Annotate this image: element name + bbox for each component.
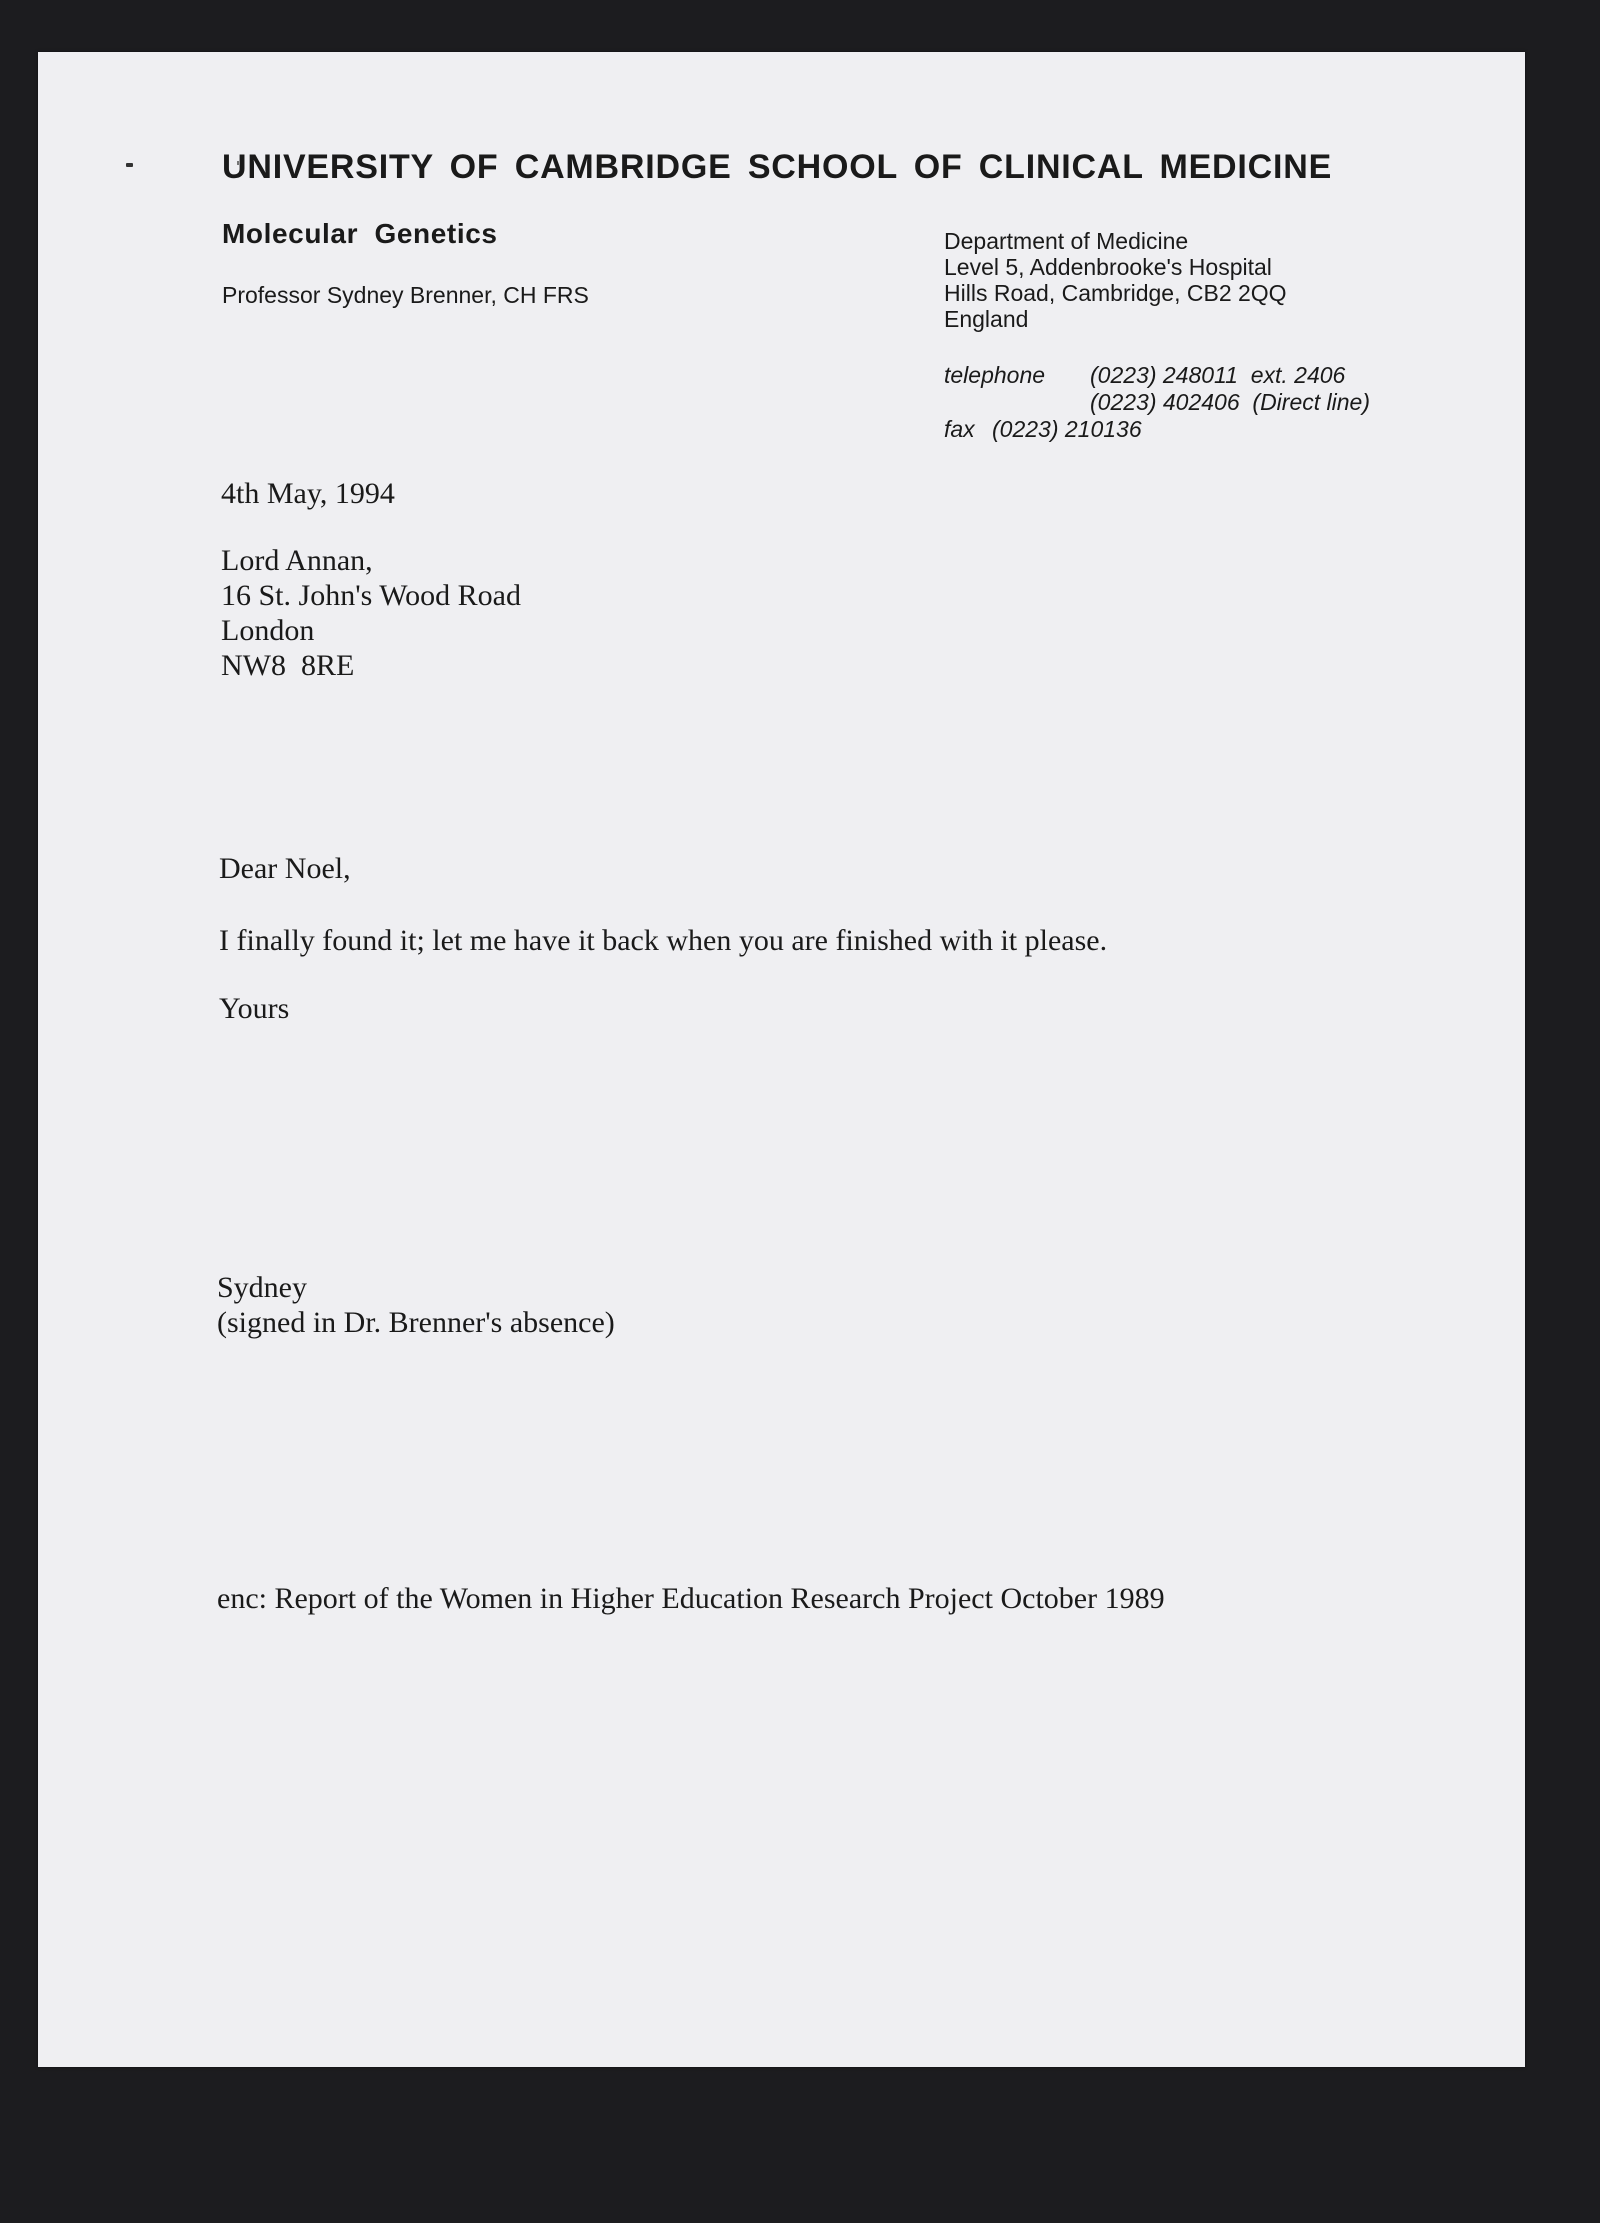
closing: Yours xyxy=(219,992,290,1025)
fax-number: (0223) 210136 xyxy=(992,416,1142,442)
letter-body: I finally found it; let me have it back when you are finished with it please. xyxy=(219,924,1108,957)
recipient-line: 16 St. John's Wood Road xyxy=(221,579,521,612)
enclosure-note: enc: Report of the Women in Higher Education Research Project October 1989 xyxy=(217,1582,1165,1615)
institution-title: UNIVERSITY OF CAMBRIDGE SCHOOL OF CLINICAL MEDICINE xyxy=(222,148,1333,186)
professor-name: Professor Sydney Brenner, CH FRS xyxy=(222,282,589,308)
signature-note: (signed in Dr. Brenner's absence) xyxy=(217,1306,615,1339)
letter-page xyxy=(38,52,1525,2067)
recipient-line: London xyxy=(221,614,315,647)
address-line: Department of Medicine xyxy=(944,228,1189,254)
sender-address xyxy=(944,228,1287,332)
telephone-number-1: (0223) 248011 ext. 2406 xyxy=(1090,362,1346,388)
address-line: Level 5, Addenbrooke's Hospital xyxy=(944,254,1272,280)
salutation: Dear Noel, xyxy=(219,852,351,885)
telephone-number-2: (0223) 402406 (Direct line) xyxy=(1090,389,1370,415)
scan-speck xyxy=(126,163,133,167)
signature-block xyxy=(217,1270,615,1340)
signature-name: Sydney xyxy=(217,1271,307,1304)
letter-date: 4th May, 1994 xyxy=(221,477,395,510)
address-line: England xyxy=(944,306,1029,332)
fax-label: fax xyxy=(944,416,975,442)
recipient-line: NW8 8RE xyxy=(221,649,355,682)
department-name: Molecular Genetics xyxy=(222,218,498,249)
telephone-label: telephone xyxy=(944,362,1046,388)
recipient-address xyxy=(221,543,521,683)
recipient-line: Lord Annan, xyxy=(221,544,373,577)
address-line: Hills Road, Cambridge, CB2 2QQ xyxy=(944,280,1287,306)
